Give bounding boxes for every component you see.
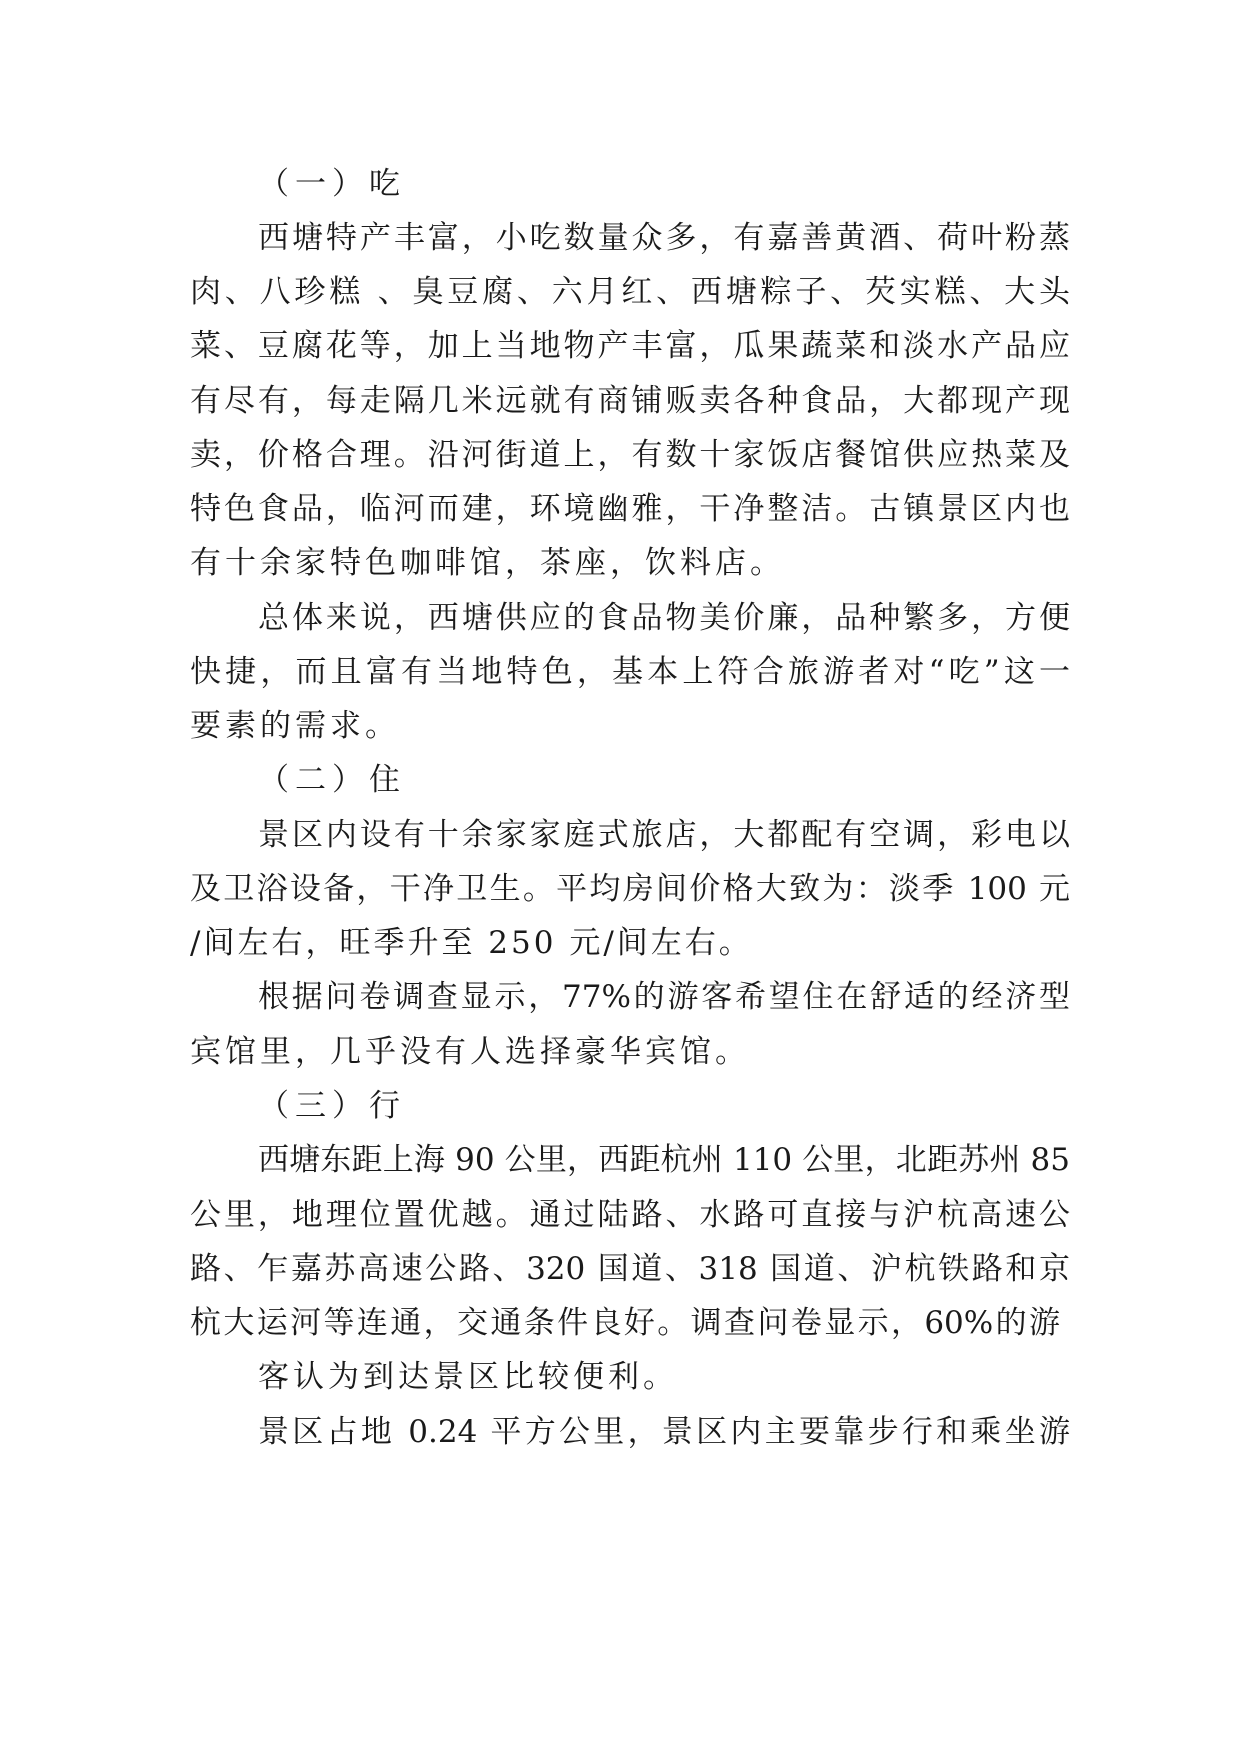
paragraph-line: 西塘东距上海 90 公里，西距杭州 110 公里，北距苏州 85 <box>258 1142 1070 1178</box>
section-heading: （一）吃 <box>258 166 406 202</box>
paragraph-line: 总体来说，西塘供应的食品物美价廉，品种繁多，方便 <box>258 600 1070 636</box>
paragraph-line: 景区占地 0.24 平方公里，景区内主要靠步行和乘坐游 <box>258 1414 1070 1450</box>
paragraph-line: 卖，价格合理。沿河街道上，有数十家饭店餐馆供应热菜及 <box>190 437 1070 473</box>
paragraph-line: 要素的需求。 <box>190 708 400 744</box>
paragraph-line: 宾馆里，几乎没有人选择豪华宾馆。 <box>190 1034 750 1070</box>
paragraph-line: 特色食品，临河而建，环境幽雅，干净整洁。古镇景区内也 <box>190 491 1070 527</box>
section-heading: （三）行 <box>258 1088 406 1124</box>
paragraph-line: 菜、豆腐花等，加上当地物产丰富，瓜果蔬菜和淡水产品应 <box>190 328 1070 364</box>
paragraph-line: 公里，地理位置优越。通过陆路、水路可直接与沪杭高速公 <box>190 1197 1070 1233</box>
paragraph-line: /间左右，旺季升至 250 元/间左右。 <box>190 925 753 961</box>
paragraph-line: 有十余家特色咖啡馆，茶座，饮料店。 <box>190 545 785 581</box>
paragraph-line: 客认为到达景区比较便利。 <box>258 1359 678 1395</box>
paragraph-line: 杭大运河等连通，交通条件良好。调查问卷显示，60%的游 <box>190 1305 1060 1341</box>
paragraph-line: 根据问卷调查显示，77%的游客希望住在舒适的经济型 <box>258 979 1070 1015</box>
paragraph-line: 快捷，而且富有当地特色，基本上符合旅游者对“吃”这一 <box>190 654 1070 690</box>
paragraph-line: 路、乍嘉苏高速公路、320 国道、318 国道、沪杭铁路和京 <box>190 1251 1070 1287</box>
paragraph-line: 景区内设有十余家家庭式旅店，大都配有空调，彩电以 <box>258 817 1070 853</box>
paragraph-line: 及卫浴设备，干净卫生。平均房间价格大致为：淡季 100 元 <box>190 871 1070 907</box>
paragraph-line: 肉、八珍糕 、臭豆腐、六月红、西塘粽子、芡实糕、大头 <box>190 274 1070 310</box>
section-heading: （二）住 <box>258 762 406 798</box>
paragraph-line: 有尽有，每走隔几米远就有商铺贩卖各种食品，大都现产现 <box>190 383 1070 419</box>
paragraph-line: 西塘特产丰富，小吃数量众多，有嘉善黄酒、荷叶粉蒸 <box>258 220 1070 256</box>
